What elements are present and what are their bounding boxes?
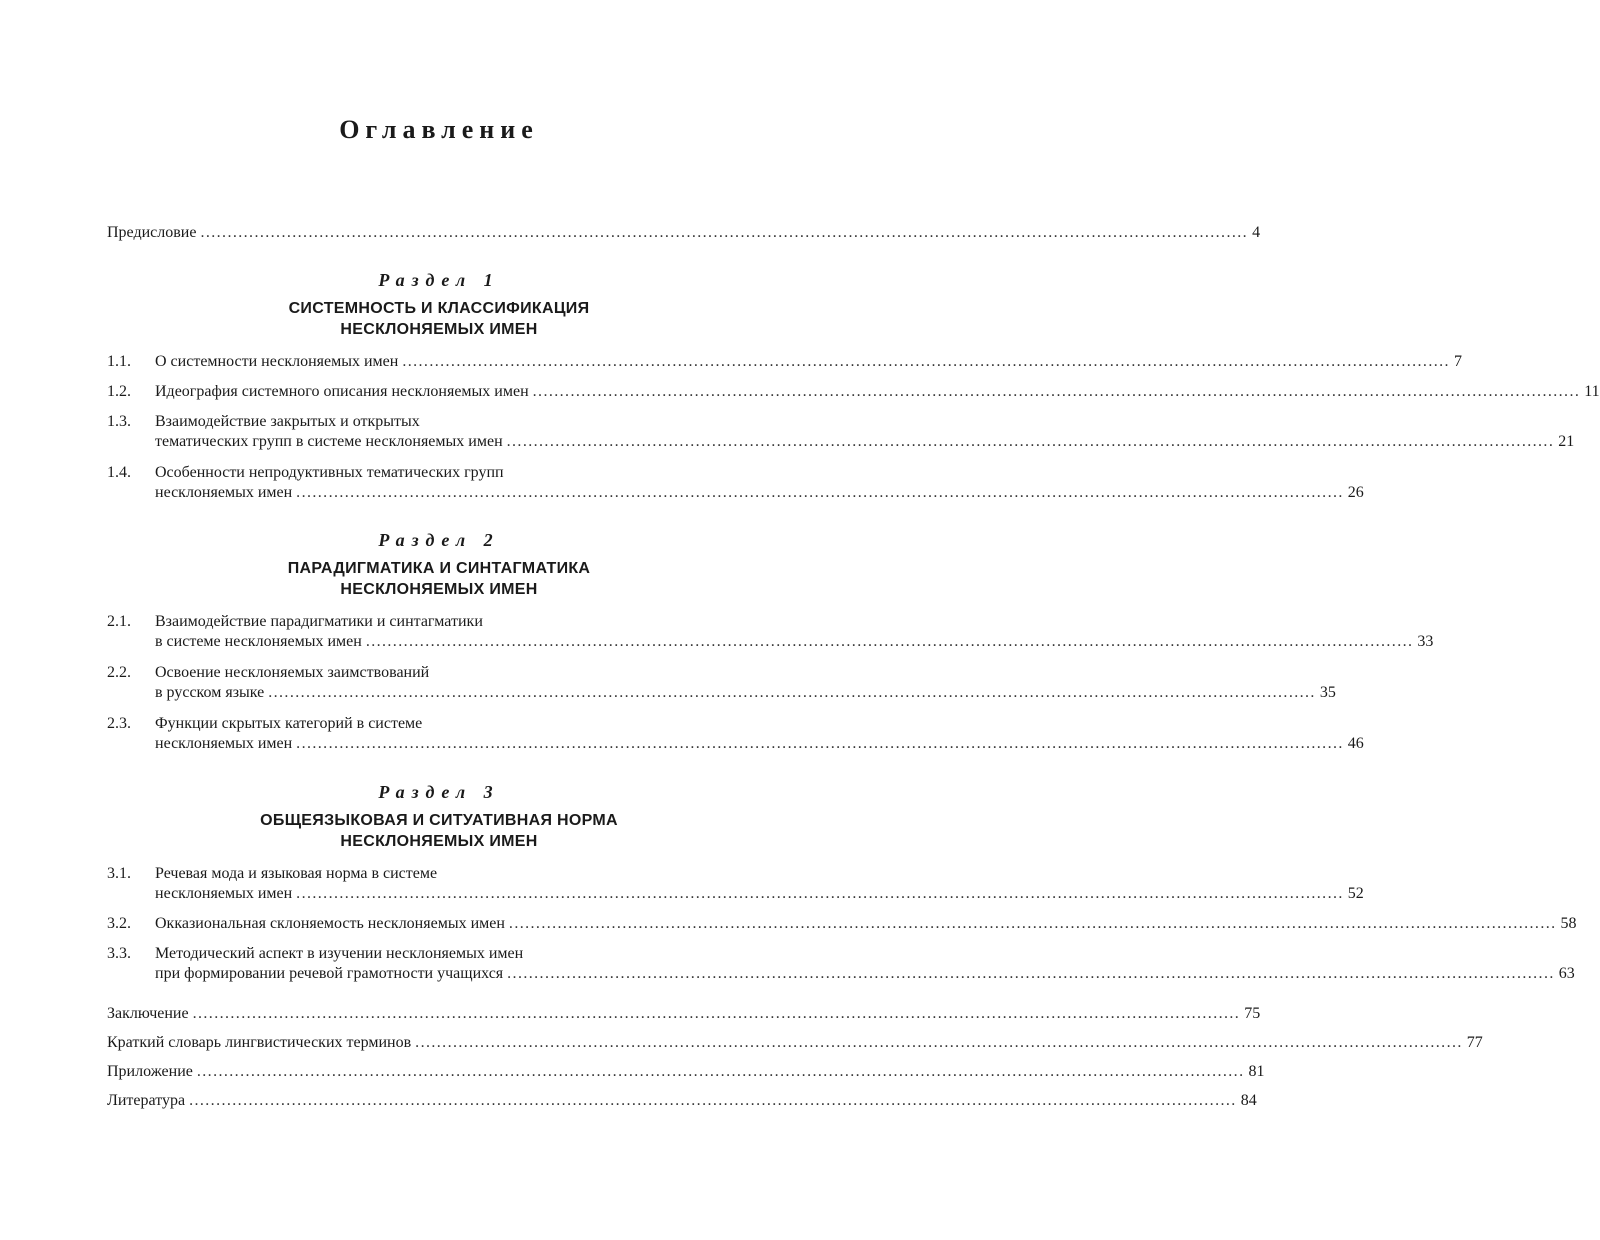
page-number: 75 [1244, 1005, 1261, 1022]
entry-number: 3.1. [107, 865, 131, 882]
entry-label: Приложение [107, 1063, 193, 1080]
dot-leader: .................................................................................................................................................................................................. [506, 433, 1555, 450]
entry-label: Функции скрытых категорий в системе [155, 715, 423, 732]
page-number: 11 [1584, 383, 1600, 400]
dot-leader: .................................................................................................................................................................................................. [402, 353, 1450, 370]
toc-entry[interactable] [107, 612, 1434, 652]
page-number: 33 [1417, 633, 1434, 650]
section-heading [0, 558, 878, 600]
dot-leader: .................................................................................................................................................................................................. [268, 684, 1316, 701]
dot-leader: .................................................................................................................................................................................................. [415, 1034, 1463, 1051]
dot-leader: .................................................................................................................................................................................................. [196, 1063, 1245, 1080]
toc-entry-appendix[interactable] [107, 1062, 1265, 1082]
entry-label: в системе несклоняемых имен [155, 633, 362, 650]
toc-entry[interactable] [107, 714, 1364, 754]
page-title: Оглавление [339, 115, 539, 144]
entry-number: 2.1. [107, 613, 131, 630]
page-number: 58 [1560, 915, 1577, 932]
entry-number: 2.2. [107, 664, 131, 681]
entry-label: Взаимодействие парадигматики и синтагматики [155, 613, 483, 630]
entry-label: Методический аспект в изучении несклоняемых имен [155, 945, 524, 962]
page-number: 63 [1558, 965, 1575, 982]
page-number: 26 [1347, 484, 1364, 501]
toc-entry[interactable] [107, 463, 1364, 503]
dot-leader: .................................................................................................................................................................................................. [365, 633, 1414, 650]
section-heading [0, 298, 878, 340]
entry-label: Краткий словарь лингвистических терминов [107, 1034, 412, 1051]
dot-leader: .................................................................................................................................................................................................. [296, 885, 1344, 902]
entry-label: несклоняемых имен [155, 885, 293, 902]
toc-entry[interactable] [107, 864, 1364, 904]
toc-entry-preface[interactable] [107, 223, 1261, 243]
toc-entry[interactable] [107, 944, 1575, 984]
dot-leader: .................................................................................................................................................................................................. [508, 915, 1557, 932]
page-number: 21 [1558, 433, 1575, 450]
entry-label: Речевая мода и языковая норма в системе [155, 865, 438, 882]
entry-label: при формировании речевой грамотности учащихся [155, 965, 504, 982]
section-label: Раздел 2 [378, 530, 500, 550]
dot-leader: .................................................................................................................................................................................................. [189, 1092, 1237, 1109]
page-number: 7 [1453, 353, 1462, 370]
toc-entry[interactable] [107, 382, 1600, 402]
entry-label: Освоение несклоняемых заимствований [155, 664, 430, 681]
toc-entry[interactable] [107, 412, 1575, 452]
entry-label: несклоняемых имен [155, 484, 293, 501]
page-number: 4 [1252, 224, 1261, 241]
page-number: 77 [1466, 1034, 1483, 1051]
section-label: Раздел 1 [378, 270, 500, 290]
toc-entry[interactable] [107, 663, 1336, 703]
entry-label: Особенности непродуктивных тематических групп [155, 464, 504, 481]
section-heading [0, 810, 878, 852]
entry-number: 3.3. [107, 945, 131, 962]
entry-label: несклоняемых имен [155, 735, 293, 752]
section-heading-line: НЕСКЛОНЯЕМЫХ ИМЕН [340, 833, 538, 850]
section-heading-line: СИСТЕМНОСТЬ И КЛАССИФИКАЦИЯ [288, 300, 590, 317]
dot-leader: .................................................................................................................................................................................................. [296, 735, 1344, 752]
page-number: 84 [1240, 1092, 1257, 1109]
entry-number: 1.4. [107, 464, 131, 481]
toc-entry-glossary[interactable] [107, 1033, 1483, 1053]
toc-entry[interactable] [107, 352, 1462, 372]
entry-number: 3.2. [107, 915, 131, 932]
entry-label: тематических групп в системе несклоняемых имен [155, 433, 503, 450]
entry-number: 1.1. [107, 353, 131, 370]
dot-leader: .................................................................................................................................................................................................. [532, 383, 1581, 400]
entry-number: 1.3. [107, 413, 131, 430]
entry-label: Заключение [107, 1005, 189, 1022]
entry-label: Литература [107, 1092, 186, 1109]
dot-leader: .................................................................................................................................................................................................. [192, 1005, 1241, 1022]
toc-entry[interactable] [107, 914, 1577, 934]
section-heading-line: НЕСКЛОНЯЕМЫХ ИМЕН [340, 321, 538, 338]
dot-leader: .................................................................................................................................................................................................. [296, 484, 1344, 501]
entry-label: Идеография системного описания несклоняемых имен [155, 383, 529, 400]
section-heading-line: ПАРАДИГМАТИКА И СИНТАГМАТИКА [287, 560, 591, 577]
page-number: 52 [1347, 885, 1364, 902]
entry-label: Предисловие [107, 224, 197, 241]
dot-leader: .................................................................................................................................................................................................. [507, 965, 1555, 982]
entry-number: 1.2. [107, 383, 131, 400]
page-number: 81 [1248, 1063, 1265, 1080]
section-heading-line: НЕСКЛОНЯЕМЫХ ИМЕН [340, 581, 538, 598]
toc-entry-bibliography[interactable] [107, 1091, 1257, 1111]
entry-label: в русском языке [155, 684, 265, 701]
entry-label: Взаимодействие закрытых и открытых [155, 413, 420, 430]
toc-entry-conclusion[interactable] [107, 1004, 1261, 1024]
entry-label: Окказиональная склоняемость несклоняемых имен [155, 915, 505, 932]
page-number: 46 [1347, 735, 1364, 752]
entry-label: О системности несклоняемых имен [155, 353, 399, 370]
page-number: 35 [1319, 684, 1336, 701]
section-label: Раздел 3 [378, 782, 500, 802]
section-heading-line: ОБЩЕЯЗЫКОВАЯ И СИТУАТИВНАЯ НОРМА [260, 812, 618, 829]
dot-leader: .................................................................................................................................................................................................. [200, 224, 1249, 241]
entry-number: 2.3. [107, 715, 131, 732]
